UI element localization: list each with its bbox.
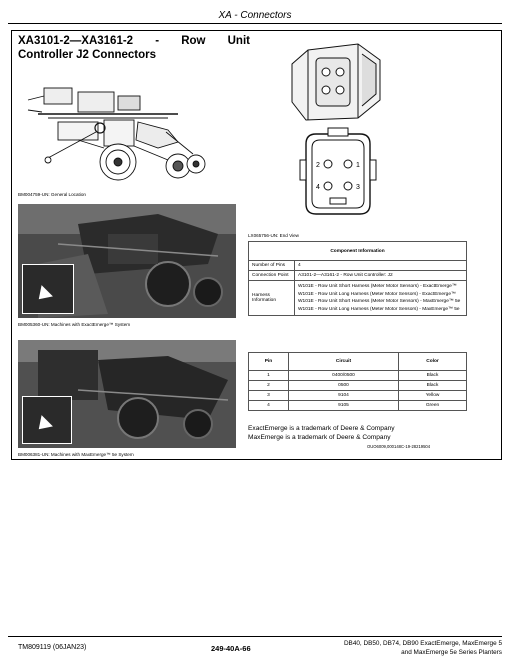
circuit-cell: 9105 — [289, 401, 399, 411]
pin-header: Pin — [249, 353, 289, 371]
section-title-unit: Unit — [227, 35, 250, 47]
pin-label-3: 3 — [356, 184, 360, 191]
maxemerge-inset — [22, 396, 72, 444]
component-info-heading: Component Information — [249, 242, 467, 261]
color-header: Color — [399, 353, 467, 371]
table-row — [249, 261, 467, 271]
table-row — [249, 271, 467, 281]
harness-label: Harness Information — [249, 281, 295, 316]
maxemerge-photo — [18, 340, 236, 448]
harness-value: W101E - Row Unit Long Harness (Meter Motor Sensors) - ExactEmerge™ — [298, 291, 456, 297]
component-row-value: 4 — [295, 261, 467, 271]
section-title-dash: - — [155, 35, 160, 47]
table-row — [249, 371, 467, 381]
color-cell: Green — [399, 401, 467, 411]
footer-model-line2: and MaxEmerge 5e Series Planters — [401, 648, 502, 656]
document-code: OUO6009,000148C-19-28219504 — [367, 444, 431, 449]
pin-cell: 4 — [249, 401, 289, 411]
harness-value: W101E - Row Unit Long Harness (Meter Motor Sensors) - MaxEmerge™ 5e — [298, 306, 460, 312]
footer-page-number: 249-40A-66 — [211, 644, 251, 653]
pin-table — [248, 352, 467, 411]
circuit-header: Circuit — [289, 353, 399, 371]
table-row — [249, 381, 467, 391]
circuit-cell: 9104 — [289, 391, 399, 401]
table-row — [249, 401, 467, 411]
table-row — [249, 281, 467, 316]
color-cell: Yellow — [399, 391, 467, 401]
section-title — [18, 34, 250, 62]
harness-value: W101E - Row Unit Short Harness (Meter Motor Sensors) - ExactEmerge™ — [298, 284, 457, 289]
trademark-exactemerge: ExactEmerge is a trademark of Deere & Company — [248, 425, 395, 432]
connector-figure — [278, 40, 398, 225]
planter-row-unit-drawing — [18, 70, 228, 188]
harness-value: W101E - Row Unit Short Harness (Meter Motor Sensors) - MaxEmerge™ 5e — [298, 299, 461, 304]
pin-cell: 3 — [249, 391, 289, 401]
component-info-table — [248, 241, 467, 316]
exactemerge-inset — [22, 264, 74, 314]
header-title: XA - Connectors — [218, 10, 292, 21]
page-header — [8, 8, 502, 24]
general-location-caption: BM004759-UN: General Location — [18, 192, 86, 197]
footer-model-line1: DB40, DB50, DB74, DB90 ExactEmerge, MaxEmerge 5 — [343, 640, 502, 647]
section-title-code: XA3101-2—XA3161-2 — [18, 35, 134, 47]
footer-divider — [8, 636, 502, 637]
pin-cell: 2 — [249, 381, 289, 391]
circuit-cell: 0400/0500 — [289, 371, 399, 381]
color-cell: Black — [399, 381, 467, 391]
component-row-value: A3101-2—A3161-2 - Row Unit Controller: J2 — [295, 271, 467, 281]
pin-label-4: 4 — [316, 184, 320, 191]
end-view-caption: LX065756-UN: End View — [248, 233, 299, 238]
component-row-label: Connection Point — [249, 271, 295, 281]
footer-manual-id: TM809119 (06JAN23) — [18, 644, 87, 651]
section-title-line2: Controller J2 Connectors — [18, 49, 157, 61]
section-title-row: Row — [181, 35, 206, 47]
color-cell: Black — [399, 371, 467, 381]
inset-arrow-icon — [33, 285, 53, 305]
general-location-figure — [18, 70, 228, 188]
exactemerge-caption: BM005360-UN: Machines with ExactEmerge™ System — [18, 322, 131, 327]
pin-label-1: 1 — [356, 162, 360, 169]
exactemerge-photo — [18, 204, 236, 318]
footer-model-list — [290, 640, 502, 657]
pin-label-2: 2 — [316, 162, 320, 169]
maxemerge-caption: BM006381-UN: Machines with MaxEmerge™ 5e System — [18, 452, 134, 457]
table-row — [249, 391, 467, 401]
component-row-label: Number of Pins — [249, 261, 295, 271]
pin-cell: 1 — [249, 371, 289, 381]
circuit-cell: 0500 — [289, 381, 399, 391]
connector-drawing — [278, 40, 398, 225]
inset-arrow-icon — [33, 415, 53, 435]
trademark-maxemerge: MaxEmerge is a trademark of Deere & Company — [248, 434, 391, 441]
